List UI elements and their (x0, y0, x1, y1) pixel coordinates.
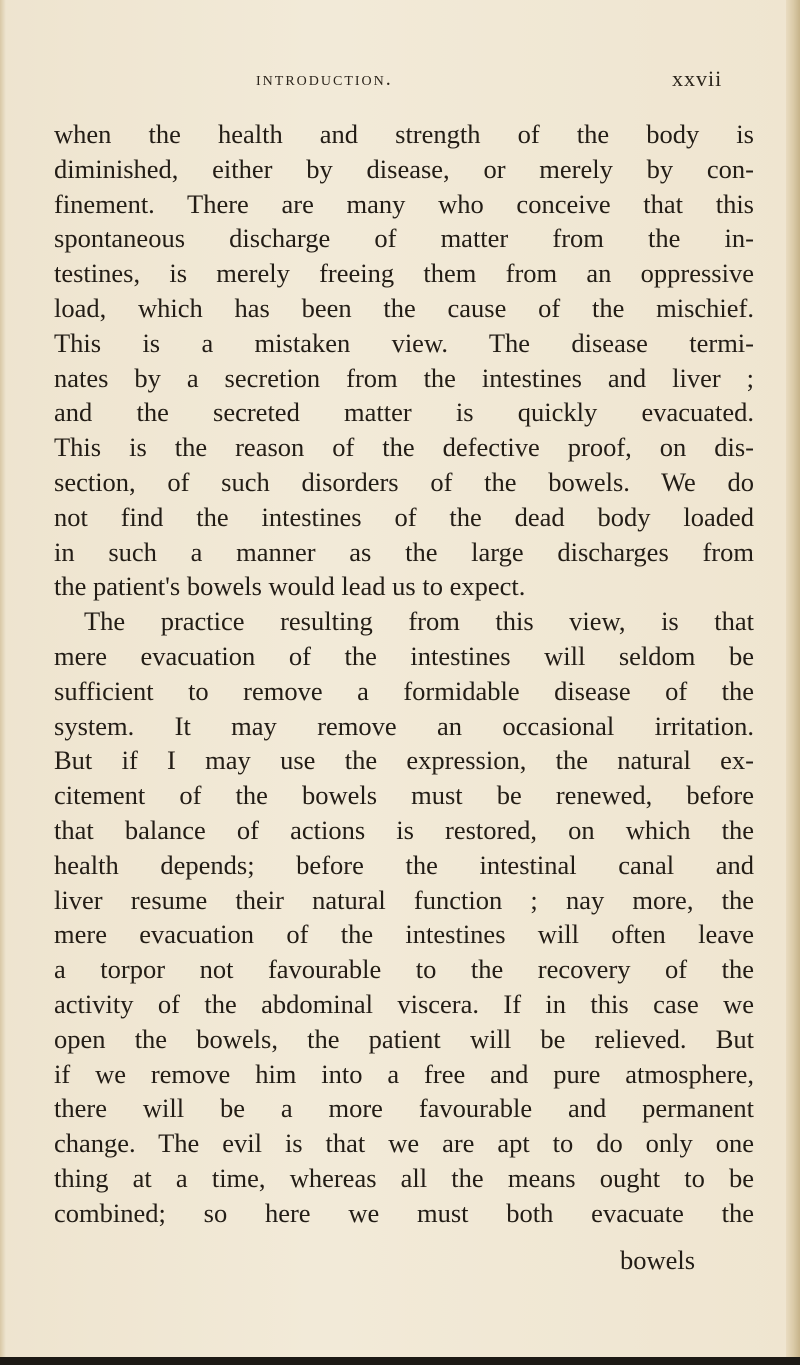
text-line: liver resume their natural function ; nay more, the (54, 884, 754, 915)
text-line: system. It may remove an occasional irritation. (54, 710, 754, 741)
text-line: the patient's bowels would lead us to expect. (54, 571, 526, 602)
text-line: open the bowels, the patient will be relieved. But (54, 1023, 754, 1054)
text-line: mere evacuation of the intestines will seldom be (54, 640, 754, 671)
body-text (54, 117, 754, 1231)
text-line: activity of the abdominal viscera. If in this case we (54, 988, 754, 1019)
bottom-edge-rule (0, 1357, 800, 1365)
text-line: mere evacuation of the intestines will often leave (54, 919, 754, 950)
catchword: bowels (620, 1245, 696, 1275)
page-header (0, 68, 800, 98)
running-head: introduction. (256, 68, 393, 90)
text-line: change. The evil is that we are apt to do only one (54, 1128, 754, 1159)
page-right-edge (786, 0, 800, 1365)
text-line: if we remove him into a free and pure atmosphere, (54, 1058, 754, 1089)
text-line: But if I may use the expression, the natural ex- (54, 745, 754, 776)
text-line: testines, is merely freeing them from an oppressive (54, 258, 754, 289)
text-line: nates by a secretion from the intestines and liver ; (54, 362, 754, 393)
text-line: sufficient to remove a formidable disease of the (54, 675, 754, 706)
text-line: there will be a more favourable and permanent (54, 1093, 754, 1124)
text-line: citement of the bowels must be renewed, before (54, 780, 754, 811)
text-line: diminished, either by disease, or merely by con- (54, 153, 754, 184)
text-line: in such a manner as the large discharges from (54, 536, 754, 567)
text-line: not find the intestines of the dead body loaded (54, 501, 754, 532)
text-line-paragraph-start: The practice resulting from this view, is that (84, 606, 754, 637)
text-line: load, which has been the cause of the mischief. (54, 292, 754, 323)
text-line: a torpor not favourable to the recovery of the (54, 954, 754, 985)
text-line: that balance of actions is restored, on which the (54, 814, 754, 845)
page-number: xxvii (672, 66, 723, 91)
text-line: when the health and strength of the body is (54, 119, 754, 149)
text-line: spontaneous discharge of matter from the in- (54, 223, 754, 254)
page-left-edge (0, 0, 6, 1365)
text-line: section, of such disorders of the bowels. We do (54, 466, 754, 497)
text-line: This is a mistaken view. The disease termi- (54, 327, 754, 358)
text-line: and the secreted matter is quickly evacuated. (54, 397, 754, 428)
text-line: thing at a time, whereas all the means ought to be (54, 1162, 754, 1193)
text-line: combined; so here we must both evacuate the (54, 1197, 754, 1228)
text-line: health depends; before the intestinal canal and (54, 849, 754, 880)
text-line: This is the reason of the defective proof, on dis- (54, 432, 754, 463)
text-line: finement. There are many who conceive that this (54, 188, 754, 219)
